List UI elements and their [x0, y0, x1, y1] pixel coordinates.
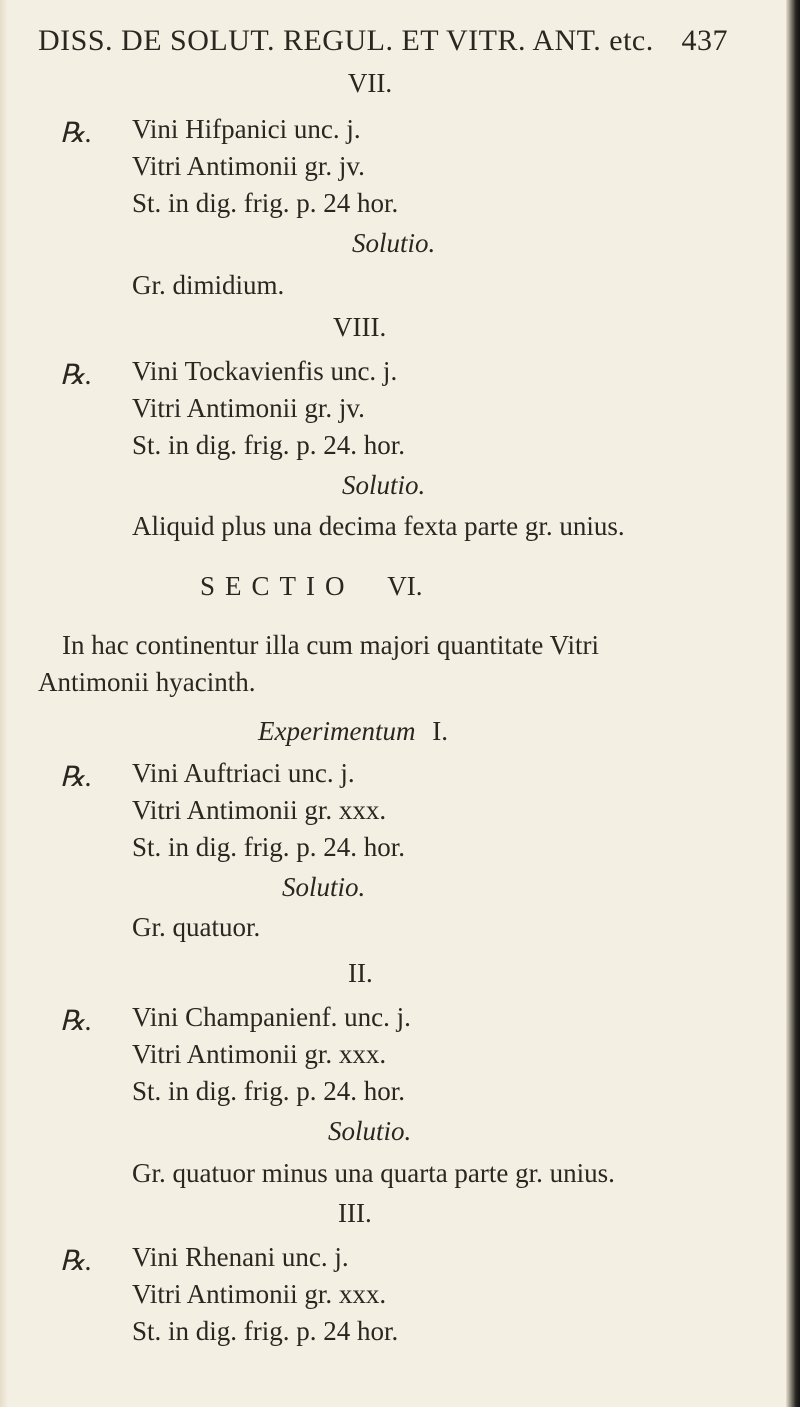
recipe-line: St. in dig. frig. p. 24 hor.	[132, 188, 399, 218]
recipe-symbol: ℞.	[60, 360, 93, 391]
experiment-numeral: I.	[432, 716, 448, 746]
recipe-line: Vini Hifpanici unc. j.	[132, 114, 361, 144]
solutio-heading: Solutio.	[328, 1116, 412, 1146]
section-numeral-viii: VIII.	[333, 312, 387, 342]
result-text: Gr. quatuor minus una quarta parte gr. unius.	[132, 1158, 615, 1188]
section-numeral-ii: II.	[348, 958, 373, 988]
recipe-line: St. in dig. frig. p. 24 hor.	[132, 1316, 399, 1346]
intro-line: Antimonii hyacinth.	[38, 667, 256, 697]
sectio-numeral: VI.	[387, 571, 423, 601]
section-numeral-vii: VII.	[347, 68, 393, 98]
recipe-line: Vitri Antimonii gr. xxx.	[132, 795, 387, 825]
page-right-edge	[786, 0, 800, 1407]
solutio-heading: Solutio.	[342, 470, 426, 500]
solutio-heading: Solutio.	[282, 872, 366, 902]
recipe-symbol: ℞.	[60, 118, 93, 149]
result-text: Gr. dimidium.	[132, 270, 285, 300]
recipe-line: Vitri Antimonii gr. xxx.	[132, 1279, 387, 1309]
recipe-line: St. in dig. frig. p. 24. hor.	[132, 832, 406, 862]
running-head	[38, 24, 728, 58]
recipe-line: Vitri Antimonii gr. jv.	[132, 393, 365, 423]
section-numeral-iii: III.	[338, 1198, 372, 1228]
recipe-line: Vini Tockavienfis unc. j.	[132, 356, 398, 386]
intro-line: In hac continentur illa cum majori quantitate Vitri	[62, 630, 599, 660]
recipe-line: Vini Champanienf. unc. j.	[132, 1002, 411, 1032]
page-number: 437	[681, 24, 728, 57]
experiment-heading	[258, 718, 448, 745]
recipe-symbol: ℞.	[60, 1246, 93, 1277]
recipe-symbol: ℞.	[60, 1006, 93, 1037]
page-gutter-shadow	[0, 0, 8, 1407]
recipe-line: Vitri Antimonii gr. xxx.	[132, 1039, 387, 1069]
recipe-line: Vini Auftriaci unc. j.	[132, 758, 355, 788]
recipe-line: Vini Rhenani unc. j.	[132, 1242, 349, 1272]
recipe-symbol: ℞.	[60, 762, 93, 793]
recipe-line: St. in dig. frig. p. 24. hor.	[132, 430, 406, 460]
sectio-word: SECTIO	[200, 571, 355, 601]
result-text: Aliquid plus una decima fexta parte gr. unius.	[132, 511, 625, 541]
solutio-heading: Solutio.	[352, 228, 436, 258]
recipe-line: Vitri Antimonii gr. jv.	[132, 151, 365, 181]
sectio-heading	[200, 573, 423, 600]
result-text: Gr. quatuor.	[132, 912, 261, 942]
recipe-line: St. in dig. frig. p. 24. hor.	[132, 1076, 406, 1106]
running-title: DISS. DE SOLUT. REGUL. ET VITR. ANT. etc.	[38, 24, 654, 57]
experiment-word: Experimentum	[258, 716, 416, 746]
